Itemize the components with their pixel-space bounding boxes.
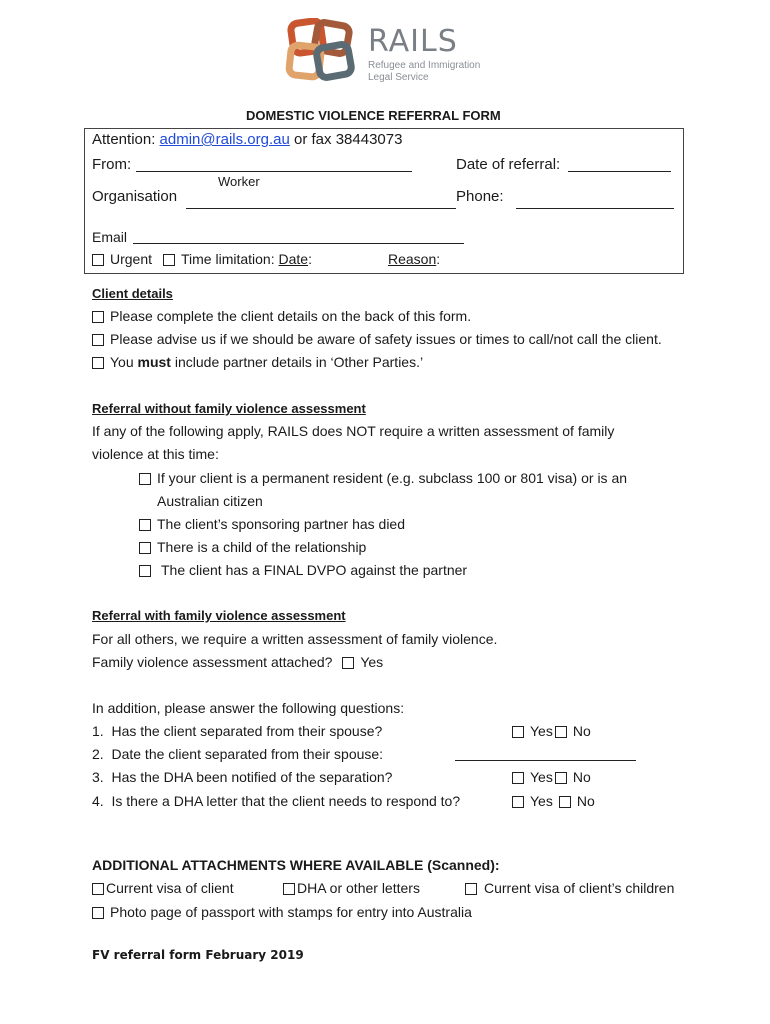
q1-yes-checkbox[interactable] xyxy=(512,726,524,738)
without-item-4 xyxy=(139,562,467,579)
attention-email-link[interactable]: admin@rails.org.au xyxy=(159,131,290,148)
q4-no-checkbox[interactable] xyxy=(559,796,571,808)
attention-line xyxy=(92,131,402,148)
client-checkbox-1[interactable] xyxy=(92,311,104,323)
client-checkbox-3[interactable] xyxy=(92,357,104,369)
question-1-options xyxy=(512,723,591,740)
question-4 xyxy=(92,793,460,810)
logo-subtitle-2: Legal Service xyxy=(368,72,429,83)
without-item-1-text: If your client is a permanent resident (e.g. subclass 100 or 801 visa) or is an xyxy=(157,470,628,486)
urgent-label: Urgent xyxy=(110,251,153,267)
attention-prefix: Attention: xyxy=(92,131,160,148)
question-4-options xyxy=(512,793,595,810)
rails-logo-icon xyxy=(284,18,360,86)
q3-yes-checkbox[interactable] xyxy=(512,772,524,784)
without-intro-2: violence at this time: xyxy=(92,446,219,462)
without-checkbox-2[interactable] xyxy=(139,519,151,531)
without-item-1 xyxy=(139,470,627,487)
attachment-item-4 xyxy=(92,904,472,921)
with-assessment-heading: Referral with family violence assessment xyxy=(92,608,346,623)
urgent-row xyxy=(92,251,152,268)
attachment-item-2 xyxy=(283,880,420,897)
client-item-3-text-b: include partner details in ‘Other Parties.’ xyxy=(170,354,424,370)
q4-yes-checkbox[interactable] xyxy=(512,796,524,808)
email-label: Email xyxy=(92,229,128,245)
question-4-text: Is there a DHA letter that the client needs to respond to? xyxy=(111,793,461,809)
question-3-options xyxy=(512,769,591,786)
footer-text: FV referral form February 2019 xyxy=(92,948,304,962)
form-title: DOMESTIC VIOLENCE REFERRAL FORM xyxy=(246,108,501,123)
attachments-heading: ADDITIONAL ATTACHMENTS WHERE AVAILABLE (Scanned): xyxy=(92,857,500,873)
q4-no-label: No xyxy=(576,793,595,809)
time-limitation-label: Time limitation: xyxy=(181,251,279,267)
from-input[interactable] xyxy=(136,171,412,172)
attachment-item-3 xyxy=(465,880,674,897)
organisation-input[interactable] xyxy=(186,208,456,209)
reason-label: Reason xyxy=(388,251,437,267)
without-item-3-text: There is a child of the relationship xyxy=(157,539,367,555)
assessment-attached-yes: Yes xyxy=(360,654,384,670)
without-item-2-text: The client’s sponsoring partner has died xyxy=(157,516,406,532)
attachment-item-3-text: Current visa of client’s children xyxy=(484,880,675,896)
urgent-checkbox[interactable] xyxy=(92,254,104,266)
q1-yes-label: Yes xyxy=(530,723,553,739)
question-2-text: Date the client separated from their spouse: xyxy=(111,746,384,762)
assessment-attached-checkbox[interactable] xyxy=(342,657,354,669)
reason-row: Reason: xyxy=(388,251,441,267)
client-item-3 xyxy=(92,354,423,371)
client-item-3-text-a: You xyxy=(110,354,138,370)
with-line-1: For all others, we require a written assessment of family violence. xyxy=(92,631,498,647)
logo-subtitle-1: Refugee and Immigration xyxy=(368,60,481,71)
attachment-checkbox-3[interactable] xyxy=(465,883,477,895)
with-line-2 xyxy=(92,654,383,671)
q1-no-label: No xyxy=(572,723,591,739)
client-details-heading: Client details xyxy=(92,286,173,301)
question-4-num: 4. xyxy=(92,793,104,809)
question-3 xyxy=(92,769,392,786)
email-input[interactable] xyxy=(133,243,464,244)
logo-name: RAILS xyxy=(368,24,458,59)
attachment-checkbox-4[interactable] xyxy=(92,907,104,919)
question-1 xyxy=(92,723,382,740)
q1-no-checkbox[interactable] xyxy=(555,726,567,738)
without-checkbox-1[interactable] xyxy=(139,473,151,485)
question-1-text: Has the client separated from their spouse? xyxy=(111,723,383,739)
attachment-item-1-text: Current visa of client xyxy=(106,880,234,896)
attachment-item-2-text: DHA or other letters xyxy=(297,880,420,896)
without-item-3 xyxy=(139,539,366,556)
question-2 xyxy=(92,746,383,763)
without-assessment-heading: Referral without family violence assessment xyxy=(92,401,366,416)
question-3-text: Has the DHA been notified of the separation? xyxy=(111,769,393,785)
time-limitation-checkbox[interactable] xyxy=(163,254,175,266)
without-checkbox-3[interactable] xyxy=(139,542,151,554)
without-item-1-cont: Australian citizen xyxy=(157,493,263,509)
phone-input[interactable] xyxy=(516,208,674,209)
question-2-num: 2. xyxy=(92,746,104,762)
attachment-checkbox-2[interactable] xyxy=(283,883,295,895)
without-checkbox-4[interactable] xyxy=(139,565,151,577)
question-3-num: 3. xyxy=(92,769,104,785)
client-item-2-text: Please advise us if we should be aware of safety issues or times to call/not call the client. xyxy=(110,331,662,347)
without-item-2 xyxy=(139,516,405,533)
questions-intro: In addition, please answer the following questions: xyxy=(92,700,405,716)
phone-label: Phone: xyxy=(456,188,504,205)
client-item-1-text: Please complete the client details on the back of this form. xyxy=(110,308,472,324)
without-item-4-text: The client has a FINAL DVPO against the partner xyxy=(161,562,468,578)
organisation-label: Organisation xyxy=(92,188,178,205)
client-item-2 xyxy=(92,331,662,348)
without-intro-1: If any of the following apply, RAILS does NOT require a written assessment of family xyxy=(92,423,615,439)
q4-yes-label: Yes xyxy=(530,793,553,809)
separation-date-input[interactable] xyxy=(455,760,636,761)
from-label: From: xyxy=(92,156,132,173)
attachment-item-4-text: Photo page of passport with stamps for entry into Australia xyxy=(110,904,472,920)
attachment-item-1 xyxy=(92,880,234,897)
question-1-num: 1. xyxy=(92,723,104,739)
client-checkbox-2[interactable] xyxy=(92,334,104,346)
with-line-2-text: Family violence assessment attached? xyxy=(92,654,333,670)
client-item-1 xyxy=(92,308,471,325)
date-of-referral-label: Date of referral: xyxy=(456,156,561,173)
worker-label: Worker xyxy=(218,174,260,189)
date-of-referral-input[interactable] xyxy=(568,171,671,172)
time-limitation-row: Time limitation: Date: xyxy=(163,251,312,268)
q3-yes-label: Yes xyxy=(530,769,553,785)
q3-no-label: No xyxy=(572,769,591,785)
attachment-checkbox-1[interactable] xyxy=(92,883,104,895)
date-sublabel: Date xyxy=(278,251,309,267)
client-item-3-emphasis: must xyxy=(137,354,171,370)
attention-suffix: or fax 38443073 xyxy=(289,131,403,148)
q3-no-checkbox[interactable] xyxy=(555,772,567,784)
